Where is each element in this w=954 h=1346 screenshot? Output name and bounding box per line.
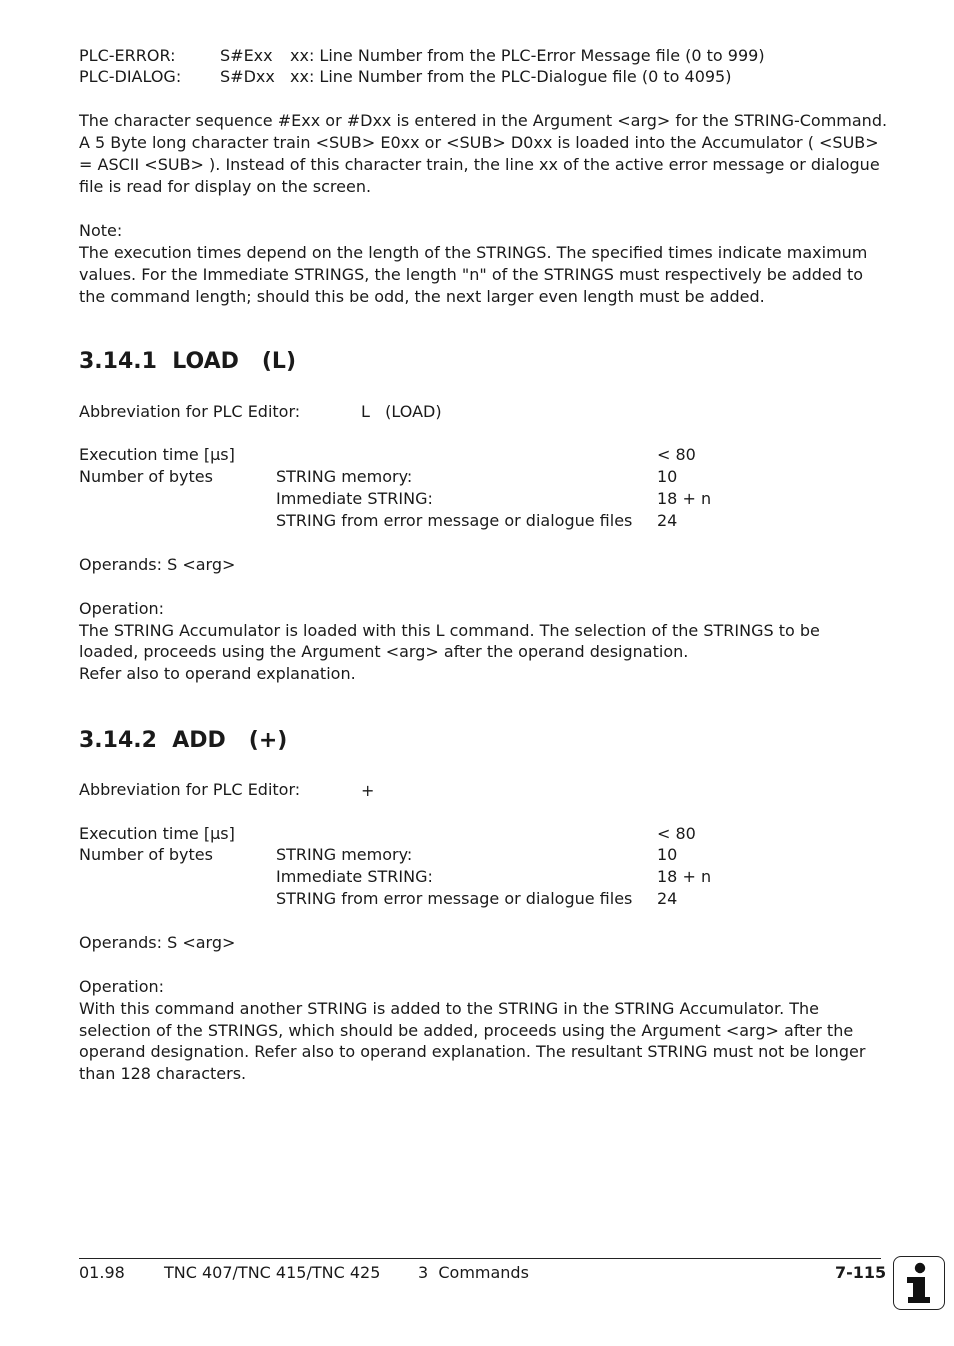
operation-line: operand designation. Refer also to operand explanation. The resultant STRING must not be longer — [79, 1042, 866, 1061]
section-heading: 3.14.2 ADD (+) — [79, 728, 288, 753]
intro-line: The character sequence #Exx or #Dxx is entered in the Argument <arg> for the STRING-Command. — [79, 111, 888, 130]
abbrev-value: + — [361, 781, 375, 800]
footer-chapter: 3 Commands — [418, 1263, 529, 1282]
footer-rule — [79, 1258, 881, 1259]
code-name: PLC-ERROR: — [79, 46, 176, 65]
bytes-label: Number of bytes — [79, 845, 213, 864]
info-i-icon — [893, 1256, 945, 1310]
bytes-row-label: STRING memory: — [276, 467, 413, 486]
operation-line: Refer also to operand explanation. — [79, 664, 356, 683]
exec-time-label: Execution time [µs] — [79, 824, 235, 843]
operation-line: than 128 characters. — [79, 1064, 247, 1083]
abbrev-label: Abbreviation for PLC Editor: — [79, 780, 301, 799]
page-number: 7-115 — [835, 1263, 887, 1282]
bytes-row-label: STRING memory: — [276, 845, 413, 864]
bytes-row-value: 10 — [657, 467, 678, 486]
note-line: values. For the Immediate STRINGS, the length "n" of the STRINGS must respectively be added to — [79, 265, 864, 284]
intro-line: file is read for display on the screen. — [79, 177, 372, 196]
footer-models: TNC 407/TNC 415/TNC 425 — [164, 1263, 381, 1282]
bytes-row-label: STRING from error message or dialogue files — [276, 889, 633, 908]
exec-time-value: < 80 — [657, 824, 696, 843]
bytes-row-label: STRING from error message or dialogue files — [276, 511, 633, 530]
intro-line: A 5 Byte long character train <SUB> E0xx or <SUB> D0xx is loaded into the Accumulator ( <SUB> — [79, 133, 879, 152]
note-label: Note: — [79, 221, 123, 240]
code-desc: xx: Line Number from the PLC-Dialogue file (0 to 4095) — [290, 67, 732, 86]
exec-time-label: Execution time [µs] — [79, 445, 235, 464]
operands: Operands: S <arg> — [79, 933, 236, 952]
operation-label: Operation: — [79, 977, 165, 996]
note-line: The execution times depend on the length of the STRINGS. The specified times indicate maximum — [79, 243, 868, 262]
exec-time-value: < 80 — [657, 445, 696, 464]
operands: Operands: S <arg> — [79, 555, 236, 574]
operation-line: The STRING Accumulator is loaded with this L command. The selection of the STRINGS to be — [79, 621, 820, 640]
bytes-row-label: Immediate STRING: — [276, 867, 433, 886]
section-heading: 3.14.1 LOAD (L) — [79, 349, 297, 374]
intro-line: = ASCII <SUB> ). Instead of this character train, the line xx of the active error message or dialogue — [79, 155, 880, 174]
code-value: S#Dxx — [220, 67, 275, 86]
bytes-row-value: 18 + n — [657, 867, 712, 886]
operation-line: selection of the STRINGS, which should be added, proceeds using the Argument <arg> after the — [79, 1021, 854, 1040]
code-name: PLC-DIALOG: — [79, 67, 182, 86]
operation-label: Operation: — [79, 599, 165, 618]
bytes-row-value: 10 — [657, 845, 678, 864]
code-desc: xx: Line Number from the PLC-Error Message file (0 to 999) — [290, 46, 765, 65]
bytes-label: Number of bytes — [79, 467, 213, 486]
note-line: the command length; should this be odd, the next larger even length must be added. — [79, 287, 765, 306]
abbrev-value: L (LOAD) — [361, 402, 442, 421]
bytes-row-value: 24 — [657, 511, 678, 530]
bytes-row-label: Immediate STRING: — [276, 489, 433, 508]
bytes-row-value: 24 — [657, 889, 678, 908]
footer-date: 01.98 — [79, 1263, 125, 1282]
operation-line: loaded, proceeds using the Argument <arg> after the operand designation. — [79, 642, 689, 661]
code-value: S#Exx — [220, 46, 273, 65]
operation-line: With this command another STRING is added to the STRING in the STRING Accumulator. The — [79, 999, 820, 1018]
bytes-row-value: 18 + n — [657, 489, 712, 508]
abbrev-label: Abbreviation for PLC Editor: — [79, 402, 301, 421]
